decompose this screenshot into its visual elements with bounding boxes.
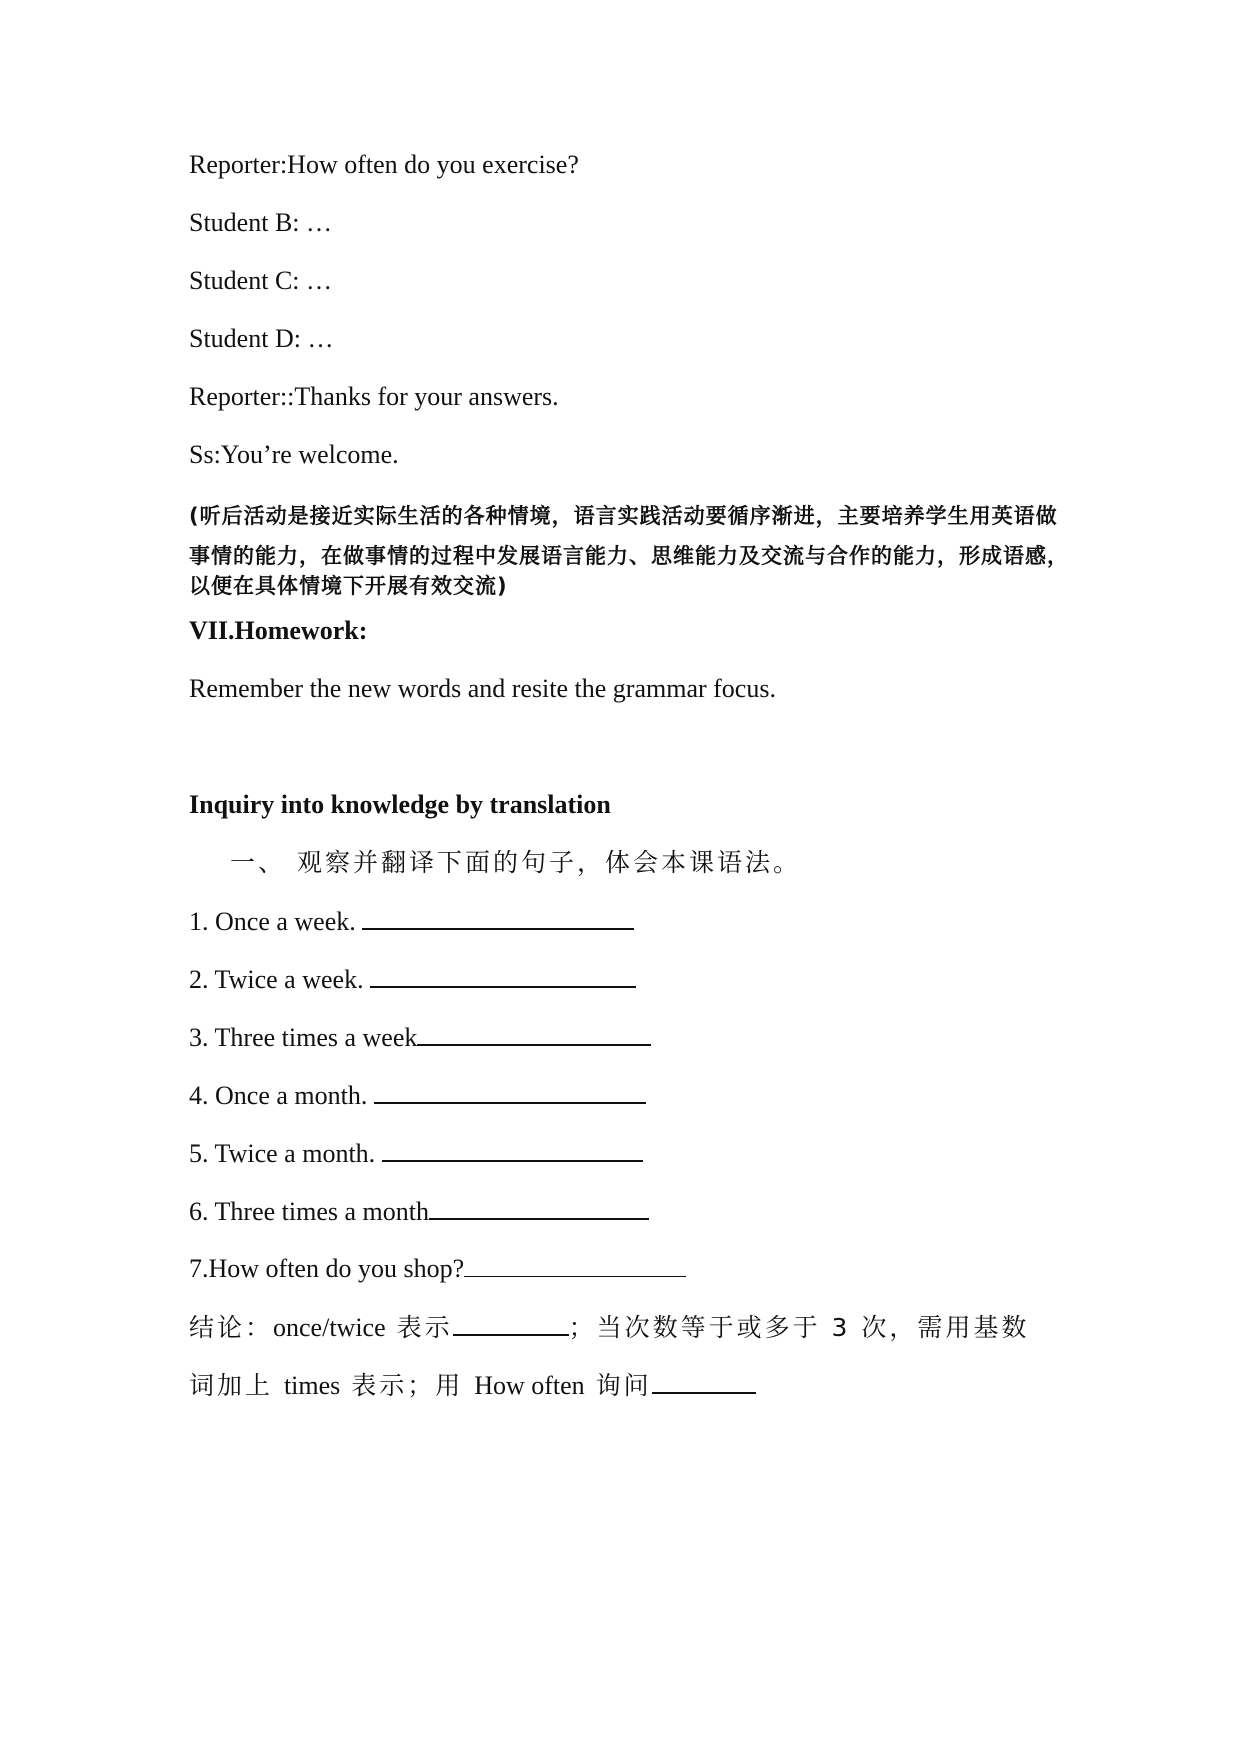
conclusion-line-1	[189, 1310, 1029, 1345]
exercise-1-text: 1. Once a week.	[189, 907, 363, 936]
conclusion-how-often: How often	[474, 1371, 585, 1400]
exercise-7	[189, 1252, 686, 1286]
exercise-6	[189, 1194, 649, 1229]
dialogue-line-2: Student B: …	[189, 208, 333, 237]
conclusion-times: times	[283, 1371, 341, 1400]
conclusion-cardinal: 词加上	[189, 1371, 284, 1400]
answer-blank-4[interactable]	[374, 1078, 646, 1104]
exercise-1	[189, 904, 634, 939]
exercise-5	[189, 1136, 643, 1171]
exercise-2	[189, 962, 636, 997]
exercise-7-text: 7.How often do you shop?	[189, 1254, 465, 1283]
inquiry-instruction: 一、 观察并翻译下面的句子，体会本课语法。	[230, 848, 801, 877]
conclusion-line-2	[189, 1368, 756, 1403]
answer-blank-5[interactable]	[382, 1136, 643, 1162]
dialogue-line-3: Student C: …	[189, 266, 333, 295]
dialogue-line-6: Ss:You’re welcome.	[189, 440, 399, 469]
exercise-2-text: 2. Twice a week.	[189, 965, 371, 994]
answer-blank-6[interactable]	[429, 1194, 649, 1220]
conclusion-express: 表示	[385, 1313, 453, 1342]
inquiry-heading: Inquiry into knowledge by translation	[189, 790, 611, 819]
exercise-3-text: 3. Three times a week	[189, 1023, 418, 1052]
conclusion-label: 结论：	[189, 1313, 274, 1342]
conclusion-blank-2[interactable]	[652, 1368, 756, 1394]
dialogue-line-4: Student D: …	[189, 324, 334, 353]
exercise-4	[189, 1078, 646, 1113]
conclusion-ask: 询问	[584, 1371, 652, 1400]
conclusion-blank-1[interactable]	[453, 1310, 569, 1336]
conclusion-once-twice: once/twice	[273, 1313, 386, 1342]
homework-text: Remember the new words and resite the grammar focus.	[189, 674, 776, 703]
conclusion-rule: ；当次数等于或多于 3 次，需用基数	[568, 1313, 1030, 1342]
answer-blank-1[interactable]	[362, 904, 634, 930]
dialogue-line-5: Reporter::Thanks for your answers.	[189, 382, 559, 411]
note-line-1: (听后活动是接近实际生活的各种情境，语言实践活动要循序渐进，主要培养学生用英语做	[189, 504, 1058, 528]
answer-blank-2[interactable]	[370, 962, 636, 988]
conclusion-use: 表示；用	[340, 1371, 475, 1400]
note-line-2: 事情的能力，在做事情的过程中发展语言能力、思维能力及交流与合作的能力，形成语感，	[189, 544, 1069, 568]
exercise-6-text: 6. Three times a month	[189, 1197, 429, 1226]
exercise-4-text: 4. Once a month.	[189, 1081, 374, 1110]
note-line-3: 以便在具体情境下开展有效交流)	[189, 574, 508, 598]
exercise-5-text: 5. Twice a month.	[189, 1139, 382, 1168]
answer-blank-7[interactable]	[464, 1252, 686, 1277]
dialogue-line-1: Reporter:How often do you exercise?	[189, 150, 579, 179]
homework-heading: VII.Homework:	[189, 616, 368, 645]
answer-blank-3[interactable]	[417, 1020, 651, 1046]
exercise-3	[189, 1020, 651, 1055]
